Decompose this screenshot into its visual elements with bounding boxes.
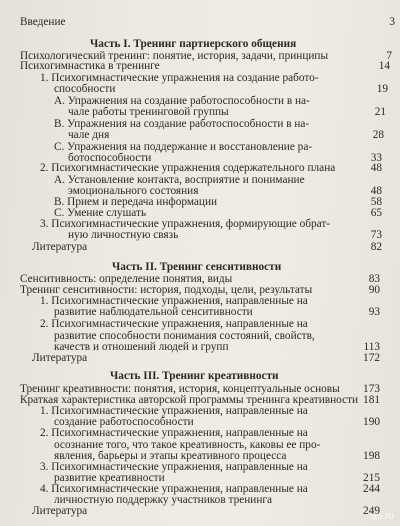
toc-page-number: 249 bbox=[363, 505, 380, 517]
toc-entry: способности bbox=[54, 83, 116, 95]
toc-page-number: 73 bbox=[370, 229, 382, 241]
toc-page-number: 82 bbox=[370, 241, 382, 253]
toc-page-number: 7 bbox=[386, 50, 392, 62]
toc-page-number: 33 bbox=[370, 152, 382, 164]
toc-entry: 1. Психогимнастические упражнения на создание работо- bbox=[40, 72, 319, 84]
toc-entry: развитие наблюдательной сенситивности bbox=[54, 306, 253, 318]
toc-entry: чале работы тренинговой группы bbox=[68, 106, 229, 118]
toc-entry: ботоспособности bbox=[68, 152, 152, 164]
toc-entry: Литература bbox=[32, 241, 88, 253]
toc-entry: Литература bbox=[32, 352, 88, 364]
toc-entry: развитие креативности bbox=[54, 472, 165, 484]
toc-entry: развитие способности понимания состояний, свойств, bbox=[54, 330, 315, 342]
toc-entry: 3. Психогимнастические упражнения, направленные на bbox=[40, 461, 308, 473]
toc-entry: 3. Психогимнастические упражнения, формирующие обрат- bbox=[40, 218, 331, 230]
toc-entry: А. Упражнения на создание работоспособности в на- bbox=[54, 95, 310, 107]
toc-entry: Психологический тренинг: понятие, история, задачи, принципы bbox=[20, 50, 329, 62]
toc-entry: Психогимнастика в тренинге bbox=[20, 60, 160, 72]
toc-page-number: 83 bbox=[368, 273, 380, 285]
toc-entry: 1. Психогимнастические упражнения, направленные на bbox=[40, 295, 308, 307]
toc-entry: осознание того, что такое креативность, каковы ее про- bbox=[54, 439, 321, 451]
toc-entry: 2. Психогимнастические упражнения, направленные на bbox=[40, 427, 308, 439]
toc-entry: Литература bbox=[32, 505, 88, 517]
toc-entry: В. Упражнения на создание работоспособности в на- bbox=[54, 118, 310, 130]
toc-page-number: 48 bbox=[370, 162, 382, 174]
toc-entry: Краткая характеристика авторской программы тренинга креативности bbox=[20, 394, 359, 406]
toc-page-number: 21 bbox=[374, 106, 386, 118]
toc-page-number: 190 bbox=[363, 416, 380, 428]
part-heading: Часть III. Тренинг креативности bbox=[110, 370, 279, 382]
toc-page-number: 65 bbox=[370, 207, 382, 219]
toc-page-number: 244 bbox=[363, 483, 380, 495]
toc-entry: качеств и отношений людей и групп bbox=[54, 341, 229, 353]
toc-entry: В. Прием и передача информации bbox=[54, 196, 218, 208]
toc-entry: Введение bbox=[20, 16, 66, 28]
toc-page-number: 48 bbox=[370, 185, 382, 197]
toc-entry: личностную поддержку участников тренинга bbox=[54, 494, 273, 506]
toc-entry: ную личностную связь bbox=[68, 229, 179, 241]
toc-page-number: 172 bbox=[363, 352, 380, 364]
toc-entry: чале дня bbox=[68, 129, 110, 141]
toc-page-number: 113 bbox=[363, 341, 380, 353]
toc-page-number: 215 bbox=[363, 472, 380, 484]
part-heading: Часть II. Тренинг сенситивности bbox=[112, 261, 282, 273]
toc-page-number: 58 bbox=[370, 196, 382, 208]
toc-entry: 4. Психогимнастические упражнения, направленные на bbox=[40, 483, 308, 495]
toc-page-number: 198 bbox=[363, 450, 380, 462]
toc-entry: С. Упражнения на поддержание и восстановление ра- bbox=[54, 141, 313, 153]
toc-entry: явления, барьеры и этапы креативного процесса bbox=[54, 450, 287, 462]
toc-page-number: 173 bbox=[363, 383, 380, 395]
toc-entry: Тренинг креативности: понятия, история, концептуальные основы bbox=[20, 383, 340, 395]
toc-entry: 2. Психогимнастические упражнения, направленные на bbox=[40, 318, 308, 330]
toc-entry: Тренинг сенситивности: история, подходы, цели, результаты bbox=[20, 284, 313, 296]
toc-page-number: 181 bbox=[363, 394, 380, 406]
toc-entry: создание работоспособности bbox=[54, 416, 194, 428]
toc-entry: Сенситивность: определение понятия, виды bbox=[20, 273, 233, 285]
toc-entry: А. Установление контакта, восприятие и понимание bbox=[54, 174, 305, 186]
toc-page-number: 14 bbox=[378, 60, 390, 72]
toc-entry: 1. Психогимнастические упражнения, направленные на bbox=[40, 405, 308, 417]
toc-entry: эмоционального состояния bbox=[68, 185, 199, 197]
part-heading: Часть I. Тренинг партнерского общения bbox=[90, 38, 297, 50]
toc-entry: 2. Психогимнастические упражнения содержательного плана bbox=[40, 162, 336, 174]
toc-entry: С. Умение слушать bbox=[54, 207, 147, 219]
toc-page-number: 19 bbox=[376, 83, 388, 95]
toc-page-number: 93 bbox=[368, 306, 380, 318]
toc-page-number: 3 bbox=[389, 16, 395, 28]
toc-page-number: 28 bbox=[372, 129, 384, 141]
watermark: au.ru bbox=[371, 511, 394, 522]
toc-page-number: 90 bbox=[368, 284, 380, 296]
